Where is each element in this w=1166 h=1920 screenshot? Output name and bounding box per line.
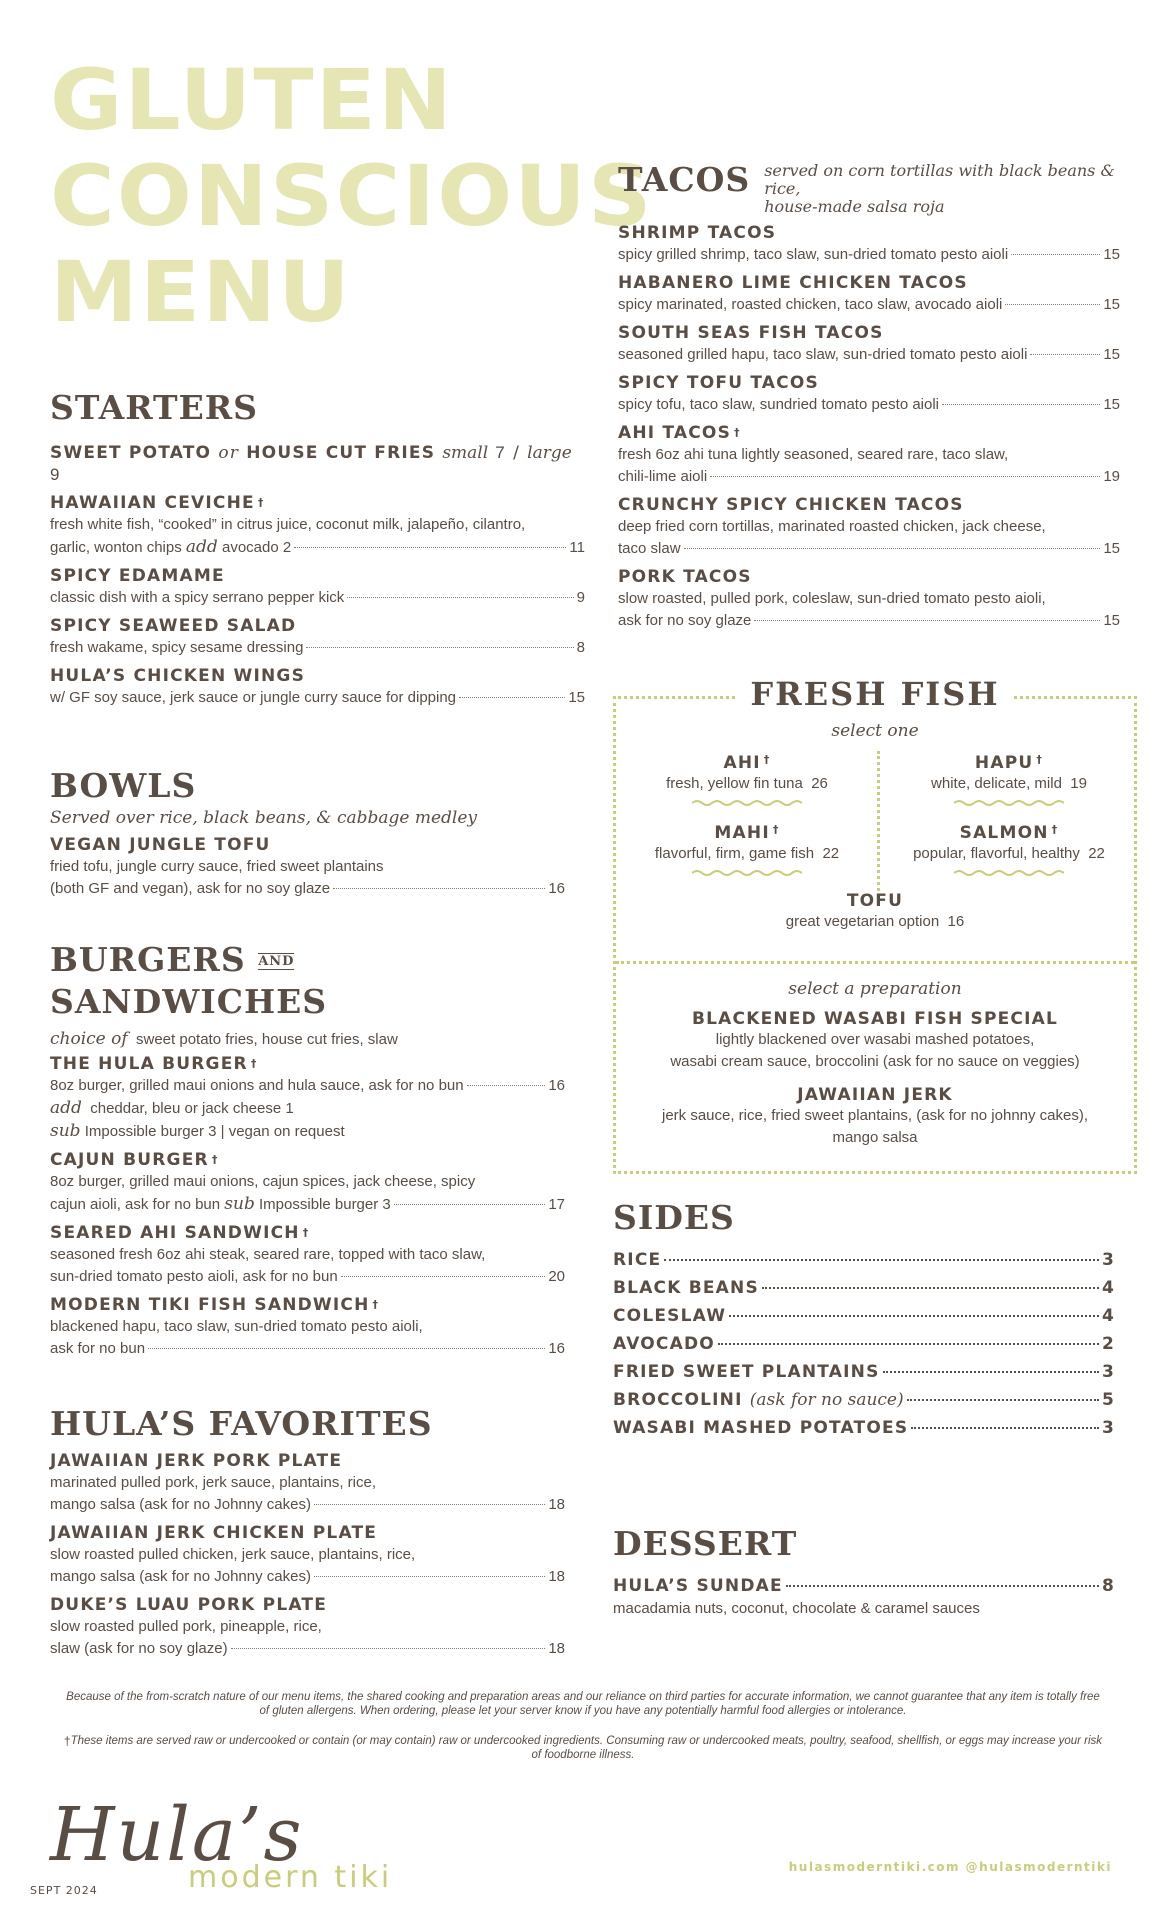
menu-item bbox=[618, 494, 1120, 560]
leader-dots bbox=[907, 1399, 1099, 1401]
fish-price: 22 bbox=[822, 845, 840, 862]
raw-star-icon: † bbox=[302, 1226, 310, 1239]
fish-name: SALMON bbox=[959, 823, 1049, 843]
item-desc: classic dish with a spicy serrano pepper kick bbox=[50, 589, 345, 606]
item-price: 15 bbox=[1103, 246, 1120, 263]
fish-desc: popular, flavorful, healthy bbox=[913, 845, 1080, 862]
fish-name: MAHI bbox=[714, 823, 770, 843]
fish-desc: white, delicate, mild bbox=[931, 775, 1062, 792]
menu-date: SEPT 2024 bbox=[30, 1884, 98, 1897]
item-price: 16 bbox=[548, 880, 565, 897]
tacos-section bbox=[618, 160, 1120, 632]
item-desc: blackened hapu, taco slaw, sun-dried tomato pesto aioli, bbox=[50, 1318, 423, 1335]
item-price: 20 bbox=[548, 1268, 565, 1285]
menu-item bbox=[50, 442, 585, 486]
item-name: PORK TACOS bbox=[618, 567, 752, 587]
fish-name: HAPU bbox=[974, 753, 1034, 773]
item-desc: mango salsa (ask for no Johnny cakes) bbox=[50, 1496, 311, 1513]
menu-item bbox=[50, 615, 585, 659]
size-label: large bbox=[527, 443, 572, 463]
leader-dots bbox=[883, 1371, 1099, 1373]
side-price: 3 bbox=[1101, 1418, 1115, 1438]
item-price: 7 bbox=[495, 443, 506, 462]
raw-star-icon: † bbox=[1036, 753, 1044, 766]
leader-dots bbox=[911, 1427, 1099, 1429]
menu-item bbox=[618, 272, 1120, 316]
section-subtitle: served on corn tortillas with black beans & rice, bbox=[764, 161, 1115, 198]
fish-price: 22 bbox=[1088, 845, 1105, 862]
side-price: 3 bbox=[1101, 1362, 1115, 1382]
dessert-section bbox=[613, 1524, 1115, 1620]
item-desc: 8oz burger, grilled maui onions and hula sauce, ask for no bun bbox=[50, 1077, 464, 1094]
fish-option bbox=[616, 823, 878, 877]
side-item bbox=[613, 1390, 1115, 1410]
menu-item bbox=[618, 222, 1120, 266]
favorites-section bbox=[50, 1404, 565, 1660]
burgers-section bbox=[50, 940, 565, 1360]
item-name: VEGAN JUNGLE TOFU bbox=[50, 835, 271, 855]
side-name: WASABI MASHED POTATOES bbox=[613, 1418, 909, 1438]
select-prep-label: select a preparation bbox=[788, 979, 962, 999]
leader-dots bbox=[786, 1585, 1099, 1587]
leader-dots bbox=[314, 1504, 545, 1505]
leader-dots bbox=[754, 620, 1100, 621]
leader-dots bbox=[294, 547, 566, 548]
title-line: CONSCIOUS bbox=[50, 147, 654, 245]
item-desc: fresh wakame, spicy sesame dressing bbox=[50, 639, 304, 656]
item-name: HULA’S CHICKEN WINGS bbox=[50, 666, 306, 686]
item-desc: (both GF and vegan), ask for no soy glaze bbox=[50, 880, 331, 897]
item-name: SEARED AHI SANDWICH bbox=[50, 1223, 300, 1243]
item-price: 11 bbox=[569, 539, 585, 556]
item-price: 9 bbox=[576, 589, 585, 606]
gluten-disclaimer: Because of the from-scratch nature of our menu items, the shared cooking and preparation areas and our reliance on third parties for accurate information, we cannot guarantee that any item is totally free of gluten allergens. When ordering, please let your server know if you have any potentially harmful food allergies or intolerance. bbox=[66, 1691, 1100, 1717]
section-heading: HULA’S FAVORITES bbox=[50, 1404, 433, 1443]
item-desc: spicy tofu, taco slaw, sundried tomato pesto aioli bbox=[618, 396, 940, 413]
item-desc: deep fried corn tortillas, marinated roasted chicken, jack cheese, bbox=[618, 518, 1046, 535]
item-desc: 8oz burger, grilled maui onions, cajun spices, jack cheese, spicy bbox=[50, 1173, 476, 1190]
side-item bbox=[613, 1418, 1115, 1438]
side-price: 5 bbox=[1101, 1390, 1115, 1410]
leader-dots bbox=[347, 597, 573, 598]
menu-item bbox=[50, 1594, 565, 1660]
fish-desc: fresh, yellow fin tuna bbox=[666, 775, 803, 792]
item-desc: slow roasted pulled pork, pineapple, rice, bbox=[50, 1618, 322, 1635]
item-price: 8 bbox=[576, 639, 585, 656]
item-desc: w/ GF soy sauce, jerk sauce or jungle curry sauce for dipping bbox=[50, 689, 457, 706]
fish-option bbox=[878, 753, 1140, 807]
item-name: AHI TACOS bbox=[618, 423, 732, 443]
section-heading: STARTERS bbox=[50, 388, 258, 427]
item-desc: slaw (ask for no soy glaze) bbox=[50, 1640, 228, 1657]
item-desc: chili-lime aioli bbox=[618, 468, 708, 485]
side-item bbox=[613, 1362, 1115, 1382]
menu-item bbox=[618, 372, 1120, 416]
item-name: HAWAIIAN CEVICHE bbox=[50, 493, 255, 513]
wave-divider-icon bbox=[954, 869, 1064, 877]
leader-dots bbox=[314, 1576, 545, 1577]
leader-dots bbox=[942, 404, 1100, 405]
raw-star-icon: † bbox=[372, 1298, 380, 1311]
item-price: 9 bbox=[50, 465, 61, 484]
dessert-price: 8 bbox=[1101, 1576, 1115, 1596]
side-name: RICE bbox=[613, 1250, 662, 1270]
logo-tagline: modern tiki bbox=[188, 1860, 393, 1895]
item-name: SWEET POTATO bbox=[50, 443, 212, 463]
side-name: BROCCOLINI bbox=[613, 1390, 743, 1410]
item-desc: seasoned fresh 6oz ahi steak, seared rare, topped with taco slaw, bbox=[50, 1246, 486, 1263]
side-name: COLESLAW bbox=[613, 1306, 727, 1326]
item-price: 15 bbox=[568, 689, 585, 706]
leader-dots bbox=[333, 888, 545, 889]
item-name: THE HULA BURGER bbox=[50, 1054, 248, 1074]
prep-desc: wasabi cream sauce, broccolini (ask for no sauce on veggies) bbox=[670, 1053, 1080, 1070]
item-price: 16 bbox=[548, 1340, 565, 1357]
add-text: cheddar, bleu or jack cheese 1 bbox=[90, 1100, 294, 1117]
item-desc: garlic, wonton chips add avocado 2 bbox=[50, 537, 292, 557]
select-one-label: select one bbox=[831, 721, 919, 741]
raw-star-icon: † bbox=[250, 1057, 258, 1070]
side-name: AVOCADO bbox=[613, 1334, 715, 1354]
menu-item bbox=[618, 566, 1120, 632]
side-price: 2 bbox=[1101, 1334, 1115, 1354]
raw-star-icon: † bbox=[63, 1734, 71, 1748]
menu-item bbox=[50, 492, 585, 559]
leader-dots bbox=[1011, 254, 1100, 255]
menu-item bbox=[50, 1149, 565, 1216]
item-price: 15 bbox=[1103, 540, 1120, 557]
side-item bbox=[613, 1334, 1115, 1354]
item-name: CAJUN BURGER bbox=[50, 1150, 209, 1170]
item-desc: fresh white fish, “cooked” in citrus juice, coconut milk, jalapeño, cilantro, bbox=[50, 516, 526, 533]
dessert-desc: macadamia nuts, coconut, chocolate & caramel sauces bbox=[613, 1600, 980, 1617]
starters-section bbox=[50, 388, 585, 709]
leader-dots bbox=[684, 548, 1101, 549]
item-desc: fried tofu, jungle curry sauce, fried sweet plantains bbox=[50, 858, 384, 875]
section-heading: FRESH FISH bbox=[736, 675, 1013, 713]
separator: / bbox=[513, 443, 521, 463]
side-name: FRIED SWEET PLANTAINS bbox=[613, 1362, 880, 1382]
item-name: HOUSE CUT FRIES bbox=[246, 443, 436, 463]
menu-item bbox=[50, 834, 565, 900]
prep-option bbox=[616, 1009, 1134, 1073]
raw-star-icon: † bbox=[734, 426, 741, 439]
item-price: 15 bbox=[1103, 296, 1120, 313]
menu-item bbox=[50, 1450, 565, 1516]
item-desc: spicy grilled shrimp, taco slaw, sun-dried tomato pesto aioli bbox=[618, 246, 1009, 263]
menu-item bbox=[50, 565, 585, 609]
menu-item bbox=[50, 1222, 565, 1288]
item-desc: taco slaw bbox=[618, 540, 681, 557]
section-heading: BURGERS bbox=[50, 940, 246, 979]
prep-option bbox=[616, 1085, 1134, 1149]
item-desc: spicy marinated, roasted chicken, taco slaw, avocado aioli bbox=[618, 296, 1003, 313]
sides-section bbox=[613, 1198, 1115, 1446]
fish-desc: great vegetarian option bbox=[785, 913, 940, 930]
leader-dots bbox=[467, 1085, 546, 1086]
fish-option bbox=[616, 753, 878, 807]
wave-divider-icon bbox=[692, 799, 802, 807]
item-name: HABANERO LIME CHICKEN TACOS bbox=[618, 273, 968, 293]
item-price: 16 bbox=[548, 1077, 565, 1094]
section-subtitle: Served over rice, black beans, & cabbage medley bbox=[50, 808, 478, 828]
prep-desc: jerk sauce, rice, fried sweet plantains, (ask for no johnny cakes), bbox=[661, 1107, 1089, 1124]
leader-dots bbox=[459, 697, 565, 698]
title-line: MENU bbox=[50, 243, 352, 341]
title-line: GLUTEN bbox=[50, 51, 454, 149]
item-desc: marinated pulled pork, jerk sauce, plantains, rice, bbox=[50, 1474, 377, 1491]
section-heading: SANDWICHES bbox=[50, 982, 328, 1021]
or-label: or bbox=[218, 443, 240, 463]
menu-title bbox=[50, 51, 654, 341]
wave-divider-icon bbox=[954, 799, 1064, 807]
item-desc: sun-dried tomato pesto aioli, ask for no bun bbox=[50, 1268, 338, 1285]
side-name: BLACK BEANS bbox=[613, 1278, 759, 1298]
item-desc: slow roasted pulled chicken, jerk sauce, plantains, rice, bbox=[50, 1546, 416, 1563]
size-label: small bbox=[442, 443, 489, 463]
raw-star-icon: † bbox=[1051, 823, 1059, 836]
item-price: 15 bbox=[1103, 396, 1120, 413]
item-price: 15 bbox=[1103, 346, 1120, 363]
side-price: 4 bbox=[1101, 1278, 1115, 1298]
box-divider bbox=[616, 961, 1134, 964]
raw-star-icon: † bbox=[211, 1153, 219, 1166]
leader-dots bbox=[718, 1343, 1099, 1345]
leader-dots bbox=[762, 1287, 1099, 1289]
side-item bbox=[613, 1250, 1115, 1270]
item-desc: mango salsa (ask for no Johnny cakes) bbox=[50, 1568, 311, 1585]
dessert-item bbox=[613, 1576, 1115, 1596]
item-price: 18 bbox=[548, 1568, 565, 1585]
and-label: AND bbox=[258, 954, 295, 969]
item-price: 17 bbox=[548, 1196, 565, 1213]
menu-item bbox=[50, 1053, 565, 1143]
hulas-logo bbox=[50, 1792, 393, 1895]
item-name: CRUNCHY SPICY CHICKEN TACOS bbox=[618, 495, 964, 515]
item-desc: ask for no bun bbox=[50, 1340, 146, 1357]
item-price: 19 bbox=[1103, 468, 1120, 485]
item-name: SOUTH SEAS FISH TACOS bbox=[618, 323, 884, 343]
item-name: SPICY SEAWEED SALAD bbox=[50, 616, 297, 636]
menu-item bbox=[50, 1522, 565, 1588]
section-heading: DESSERT bbox=[613, 1524, 798, 1563]
fish-option-tofu bbox=[616, 891, 1134, 933]
item-price: 18 bbox=[548, 1496, 565, 1513]
item-price: 18 bbox=[548, 1640, 565, 1657]
leader-dots bbox=[306, 647, 573, 648]
side-price: 3 bbox=[1101, 1250, 1115, 1270]
raw-star-icon: † bbox=[763, 753, 771, 766]
leader-dots bbox=[1005, 304, 1100, 305]
leader-dots bbox=[664, 1259, 1099, 1261]
leader-dots bbox=[729, 1315, 1099, 1317]
prep-name: BLACKENED WASABI FISH SPECIAL bbox=[691, 1009, 1059, 1029]
menu-item bbox=[618, 322, 1120, 366]
fish-name: TOFU bbox=[846, 891, 904, 911]
side-note: (ask for no sauce) bbox=[749, 1390, 904, 1410]
raw-star-icon: † bbox=[772, 823, 780, 836]
leader-dots bbox=[148, 1348, 545, 1349]
logo-wordmark: Hula’s bbox=[50, 1792, 304, 1878]
website-social: hulasmoderntiki.com @hulasmoderntiki bbox=[788, 1860, 1112, 1874]
prep-desc: lightly blackened over wasabi mashed potatoes, bbox=[715, 1031, 1035, 1048]
item-name: DUKE’S LUAU PORK PLATE bbox=[50, 1595, 328, 1615]
leader-dots bbox=[341, 1276, 546, 1277]
item-desc: seasoned grilled hapu, taco slaw, sun-dried tomato pesto aioli bbox=[618, 346, 1028, 363]
wave-divider-icon bbox=[692, 869, 802, 877]
fresh-fish-box bbox=[613, 675, 1137, 1174]
item-name: MODERN TIKI FISH SANDWICH bbox=[50, 1295, 370, 1315]
add-label: add bbox=[50, 1098, 82, 1118]
raw-disclaimer: These items are served raw or undercooked or contain (or may contain) raw or undercooked ingredients. Consuming raw or undercooked meats, poultry, seafood, shellfish, or eggs may increase your risk of foodborne illness. bbox=[70, 1735, 1103, 1761]
raw-star-icon: † bbox=[257, 496, 265, 509]
item-desc: fresh 6oz ahi tuna lightly seasoned, seared rare, taco slaw, bbox=[618, 446, 1009, 463]
side-item bbox=[613, 1306, 1115, 1326]
sub-text: Impossible burger 3 | vegan on request bbox=[84, 1123, 345, 1140]
item-name: JAWAIIAN JERK CHICKEN PLATE bbox=[50, 1523, 378, 1543]
leader-dots bbox=[394, 1204, 546, 1205]
sub-label: sub bbox=[50, 1121, 81, 1141]
section-subtitle: house-made salsa roja bbox=[764, 197, 945, 216]
section-heading: TACOS bbox=[618, 160, 751, 199]
leader-dots bbox=[231, 1648, 546, 1649]
bowls-section bbox=[50, 766, 565, 900]
leader-dots bbox=[1030, 354, 1100, 355]
menu-item bbox=[50, 665, 585, 709]
item-desc: slow roasted, pulled pork, coleslaw, sun-dried tomato pesto aioli, bbox=[618, 590, 1046, 607]
prep-name: JAWAIIAN JERK bbox=[797, 1085, 953, 1105]
prep-desc: mango salsa bbox=[832, 1129, 918, 1146]
leader-dots bbox=[710, 476, 1100, 477]
fish-price: 19 bbox=[1070, 775, 1087, 792]
side-item bbox=[613, 1278, 1115, 1298]
dessert-name: HULA’S SUNDAE bbox=[613, 1576, 783, 1596]
item-name: JAWAIIAN JERK PORK PLATE bbox=[50, 1451, 343, 1471]
section-heading: BOWLS bbox=[50, 766, 197, 805]
fish-price: 16 bbox=[947, 913, 965, 930]
choice-label: choice of bbox=[50, 1029, 128, 1049]
item-price: 15 bbox=[1103, 612, 1120, 629]
item-desc: cajun aioli, ask for no bun sub Impossible burger 3 bbox=[50, 1194, 391, 1214]
side-price: 4 bbox=[1101, 1306, 1115, 1326]
fish-price: 26 bbox=[811, 775, 828, 792]
item-desc: ask for no soy glaze bbox=[618, 612, 752, 629]
fish-option bbox=[878, 823, 1140, 877]
choice-text: sweet potato fries, house cut fries, slaw bbox=[136, 1031, 398, 1048]
menu-item bbox=[618, 422, 1120, 488]
fish-desc: flavorful, firm, game fish bbox=[654, 845, 815, 862]
item-name: SPICY TOFU TACOS bbox=[618, 373, 819, 393]
item-name: SHRIMP TACOS bbox=[618, 223, 777, 243]
fish-name: AHI bbox=[723, 753, 761, 773]
menu-item bbox=[50, 1294, 565, 1360]
section-heading: SIDES bbox=[613, 1198, 735, 1237]
item-name: SPICY EDAMAME bbox=[50, 566, 225, 586]
